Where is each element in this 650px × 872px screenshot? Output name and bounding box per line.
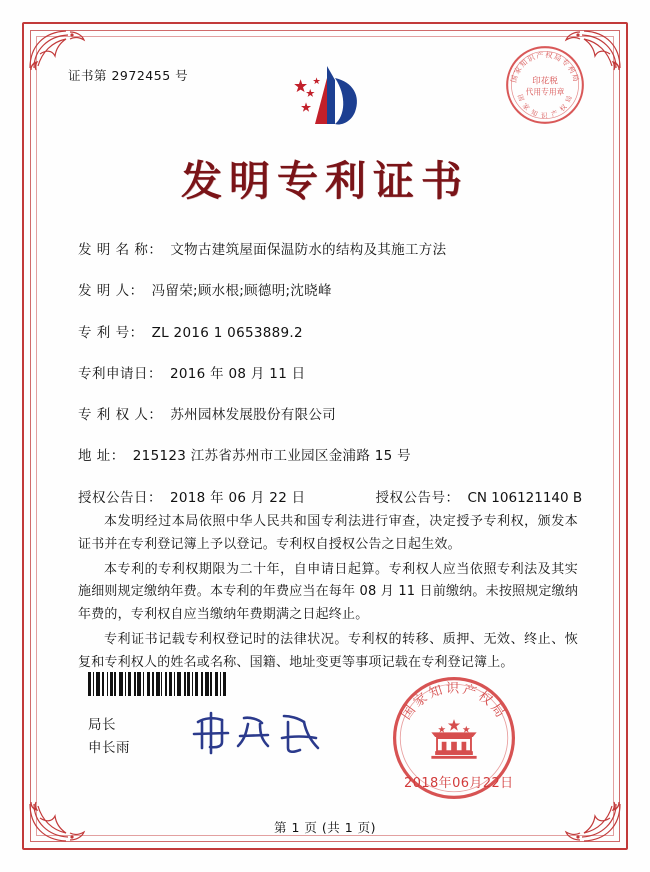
field-label: 地 址： <box>78 448 125 465</box>
svg-text:国家知识产权局: 国家知识产权局 <box>399 681 509 723</box>
handwritten-signature-icon <box>188 708 328 760</box>
svg-text:国家知识产权局专利局: 国家知识产权局专利局 <box>508 50 582 84</box>
field-value: 文物古建筑屋面保温防水的结构及其施工方法 <box>170 242 447 258</box>
field-row-application-date <box>78 364 580 384</box>
patent-office-logo-icon <box>265 58 385 130</box>
barcode <box>88 672 256 696</box>
field-value: ZL 2016 1 0653889.2 <box>151 324 303 341</box>
field-value: 冯留荣;顾水根;顾德明;沈晓峰 <box>151 283 332 300</box>
svg-text:印花税: 印花税 <box>532 76 558 87</box>
field-value: 苏州园林发展股份有限公司 <box>170 407 336 423</box>
signature-name: 申长雨 <box>88 739 130 756</box>
seal-date: 2018年06月22日 <box>404 776 514 791</box>
field-value-grant-date: 2018 年 06 月 22 日 <box>170 489 306 506</box>
field-label-grant-date: 授权公告日： <box>78 489 162 506</box>
legal-paragraph: 本专利的专利权期限为二十年，自申请日起算。专利权人应当依照专利法及其实施细则规定缴纳年费。本专利的年费应当在每年 08 月 11 日前缴纳。未按照规定缴纳年费的，专利权自应当缴纳年费期满之日起终止。 <box>78 561 579 622</box>
field-label: 发 明 人： <box>78 283 144 300</box>
field-row-patent-number <box>78 323 580 343</box>
field-label: 专利申请日： <box>78 365 162 382</box>
svg-text:代用专用章: 代用专用章 <box>525 87 565 97</box>
field-label: 发 明 名 称： <box>78 242 163 258</box>
field-row-grant <box>78 488 583 508</box>
signature-block <box>88 714 130 760</box>
legal-paragraph: 本发明经过本局依照中华人民共和国专利法进行审查，决定授予专利权，颁发本证书并在专利登记簿上予以登记。专利权自授权公告之日起生效。 <box>78 514 578 552</box>
svg-text:国 家 知 识 产 权 局: 国 家 知 识 产 权 局 <box>515 93 575 120</box>
field-list <box>78 240 583 529</box>
signature-role: 局长 <box>88 717 116 733</box>
field-row-address <box>78 446 580 466</box>
field-value: 215123 江苏省苏州市工业园区金浦路 15 号 <box>132 448 411 465</box>
stamp-duty-seal-icon <box>502 42 588 128</box>
field-row-invention-name <box>78 240 580 260</box>
field-label-grant-number: 授权公告号： <box>375 489 460 506</box>
page-footer: 第 1 页 (共 1 页) <box>273 820 377 835</box>
certificate-number: 证书第 2972455 号 <box>68 68 189 83</box>
field-value: 2016 年 08 月 11 日 <box>170 365 306 382</box>
field-row-inventors <box>78 281 580 301</box>
page-title: 发明专利证书 <box>181 157 469 205</box>
field-row-patentee <box>78 405 580 425</box>
field-label: 专 利 权 人： <box>78 407 163 423</box>
legal-paragraph: 专利证书记载专利权登记时的法律状况。专利权的转移、质押、无效、终止、恢复和专利权人的姓名或名称、国籍、地址变更等事项记载在专利登记簿上。 <box>78 631 578 670</box>
field-value-grant-number: CN 106121140 B <box>467 489 583 506</box>
field-label: 专 利 号： <box>78 324 144 341</box>
legal-text-block <box>78 511 578 676</box>
